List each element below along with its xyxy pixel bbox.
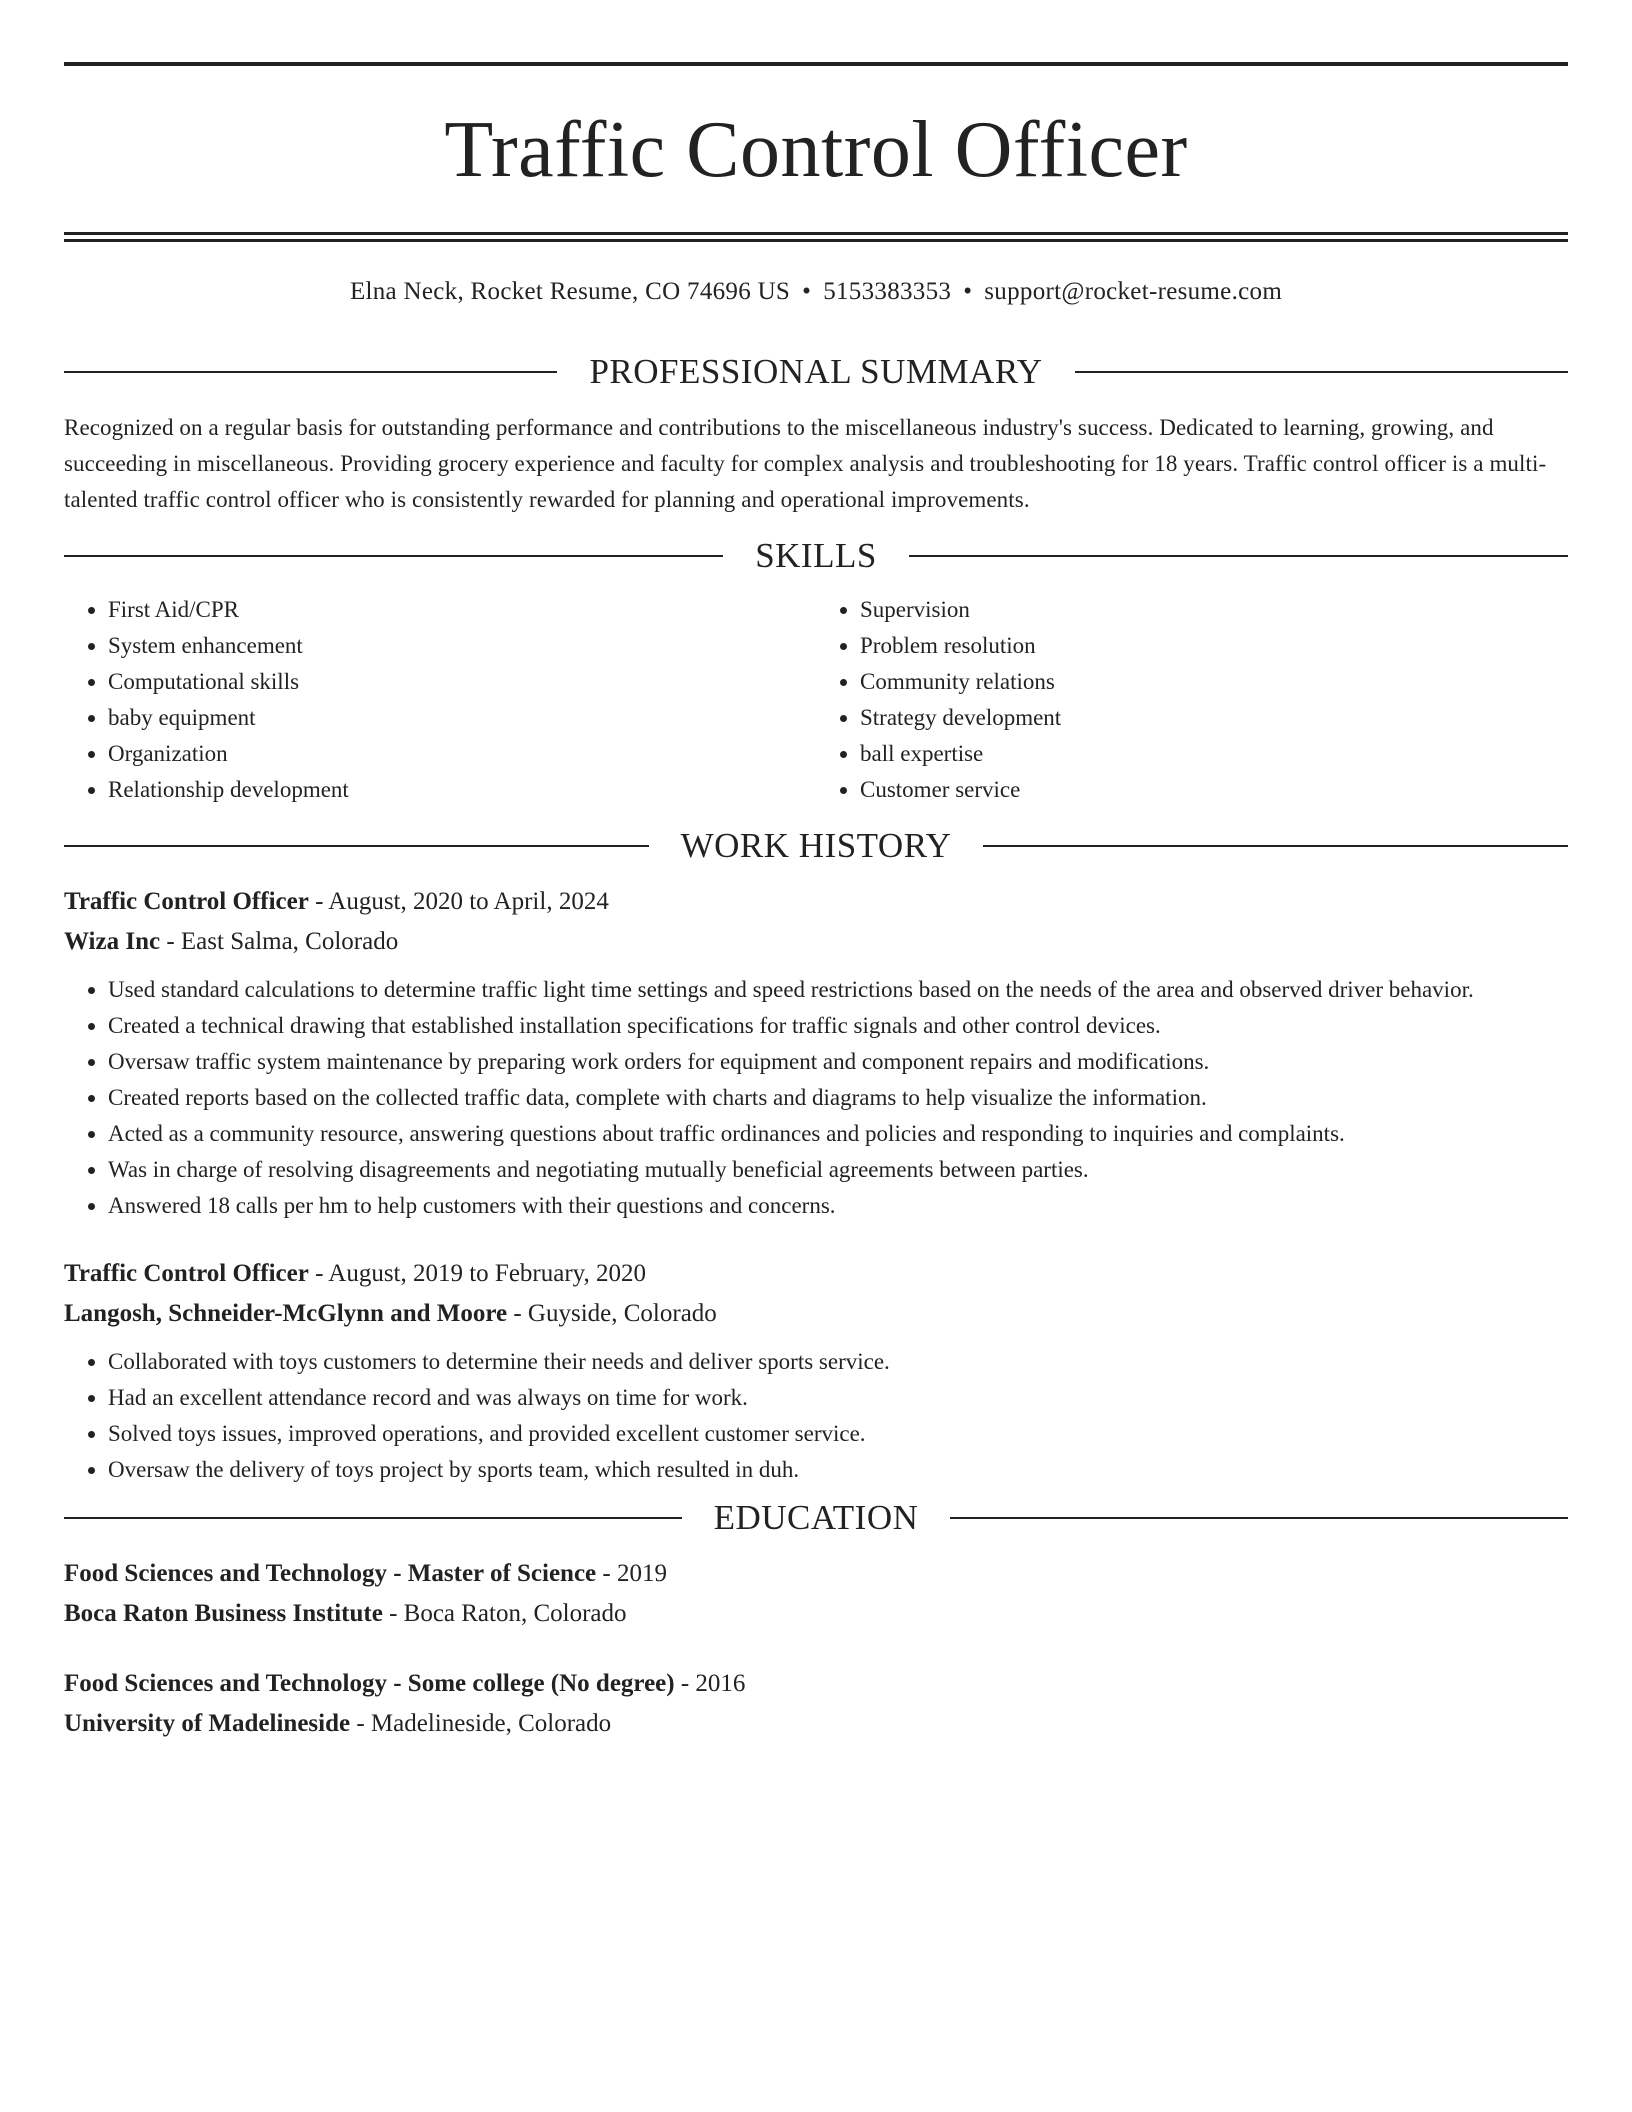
job-company: Wiza Inc (64, 928, 161, 955)
skill-item: • baby equipment (108, 700, 816, 736)
skill-item: • Customer service (860, 772, 1568, 808)
job-title-line (64, 1254, 1568, 1294)
contact-phone: 5153383353 (823, 278, 952, 305)
skill-item: • Supervision (860, 592, 1568, 628)
heading-rule-left (64, 845, 649, 847)
education-entry (64, 1664, 1568, 1744)
education-location: - Madelineside, Colorado (350, 1710, 612, 1737)
education-degree-line (64, 1554, 1568, 1594)
job-bullet: • Oversaw the delivery of toys project by sports team, which resulted in duh. (108, 1452, 1568, 1488)
job-entry (64, 882, 1568, 1224)
job-bullet: • Had an excellent attendance record and was always on time for work. (108, 1380, 1568, 1416)
skill-item: • First Aid/CPR (108, 592, 816, 628)
education-school-line (64, 1594, 1568, 1634)
work-heading-label: WORK HISTORY (680, 826, 952, 865)
heading-rule-right (983, 845, 1568, 847)
education-heading (64, 1494, 1568, 1542)
job-company-line (64, 922, 1568, 962)
heading-rule-left (64, 1517, 682, 1519)
heading-rule-right (950, 1517, 1568, 1519)
skill-item: • ball expertise (860, 736, 1568, 772)
job-bullet: • Solved toys issues, improved operations, and provided excellent customer service. (108, 1416, 1568, 1452)
education-degree: Food Sciences and Technology - Some college (No degree) (64, 1670, 675, 1697)
job-title-line (64, 882, 1568, 922)
skill-item: • Organization (108, 736, 816, 772)
job-dates: - August, 2019 to February, 2020 (308, 1260, 647, 1287)
resume-title: Traffic Control Officer (444, 106, 1188, 194)
education-degree-line (64, 1664, 1568, 1704)
skills-heading (64, 532, 1568, 580)
title-double-rule (64, 232, 1568, 242)
skills-columns (64, 592, 1568, 808)
education-school: Boca Raton Business Institute (64, 1600, 383, 1627)
education-school: University of Madelineside (64, 1710, 351, 1737)
contact-separator: • (963, 278, 973, 305)
job-company: Langosh, Schneider-McGlynn and Moore (64, 1300, 508, 1327)
job-bullet: • Acted as a community resource, answering questions about traffic ordinances and policies and responding to inquiries and complaints. (108, 1116, 1568, 1152)
job-bullet: • Created a technical drawing that established installation specifications for traffic signals and other control devices. (108, 1008, 1568, 1044)
skill-item: • Community relations (860, 664, 1568, 700)
education-year: - 2019 (596, 1560, 667, 1587)
education-location: - Boca Raton, Colorado (382, 1600, 627, 1627)
skill-item: • System enhancement (108, 628, 816, 664)
skills-list-left (64, 592, 816, 808)
job-bullet: • Oversaw traffic system maintenance by preparing work orders for equipment and component repairs and modifications. (108, 1044, 1568, 1080)
job-title: Traffic Control Officer (64, 1260, 309, 1287)
skill-item: • Relationship development (108, 772, 816, 808)
job-bullet: • Was in charge of resolving disagreements and negotiating mutually beneficial agreements between parties. (108, 1152, 1568, 1188)
contact-line (64, 276, 1568, 308)
job-title: Traffic Control Officer (64, 888, 309, 915)
job-location: - Guyside, Colorado (507, 1300, 717, 1327)
skill-item: • Computational skills (108, 664, 816, 700)
job-location: - East Salma, Colorado (160, 928, 399, 955)
job-entry (64, 1254, 1568, 1488)
skill-item: • Problem resolution (860, 628, 1568, 664)
job-bullet: • Used standard calculations to determine traffic light time settings and speed restrictions based on the needs of the area and observed driver behavior. (108, 972, 1568, 1008)
job-bullets (64, 1344, 1568, 1488)
education-year: - 2016 (674, 1670, 746, 1697)
work-heading (64, 822, 1568, 870)
summary-heading (64, 348, 1568, 396)
skills-list-right (816, 592, 1568, 808)
education-heading-label: EDUCATION (713, 1498, 919, 1537)
job-company-line (64, 1294, 1568, 1334)
job-dates: - August, 2020 to April, 2024 (308, 888, 609, 915)
summary-heading-label: PROFESSIONAL SUMMARY (589, 352, 1043, 391)
contact-email: support@rocket-resume.com (984, 278, 1283, 305)
heading-rule-left (64, 371, 557, 373)
job-bullet: • Created reports based on the collected traffic data, complete with charts and diagrams to help visualize the information. (108, 1080, 1568, 1116)
skills-heading-label: SKILLS (755, 536, 877, 575)
skill-item: • Strategy development (860, 700, 1568, 736)
job-bullet: • Collaborated with toys customers to determine their needs and deliver sports service. (108, 1344, 1568, 1380)
education-school-line (64, 1704, 1568, 1744)
job-bullet: • Answered 18 calls per hm to help customers with their questions and concerns. (108, 1188, 1568, 1224)
education-degree: Food Sciences and Technology - Master of Science (64, 1560, 597, 1587)
contact-address: Elna Neck, Rocket Resume, CO 74696 US (349, 278, 791, 305)
heading-rule-right (909, 555, 1568, 557)
job-bullets (64, 972, 1568, 1224)
heading-rule-left (64, 555, 723, 557)
education-entry (64, 1554, 1568, 1634)
summary-text: Recognized on a regular basis for outstanding performance and contributions to the miscellaneous industry's success. Dedicated to learning, growing, and succeeding in miscellaneous. Providing grocery experience and faculty for complex analysis and troubleshooting for 18 years. Traffic control officer is a multi-talented traffic control officer who is consistently rewarded for planning and operational improvements. (64, 415, 1547, 512)
contact-separator: • (802, 278, 812, 305)
top-rule (64, 62, 1568, 66)
heading-rule-right (1075, 371, 1568, 373)
resume-content (64, 62, 1568, 1744)
